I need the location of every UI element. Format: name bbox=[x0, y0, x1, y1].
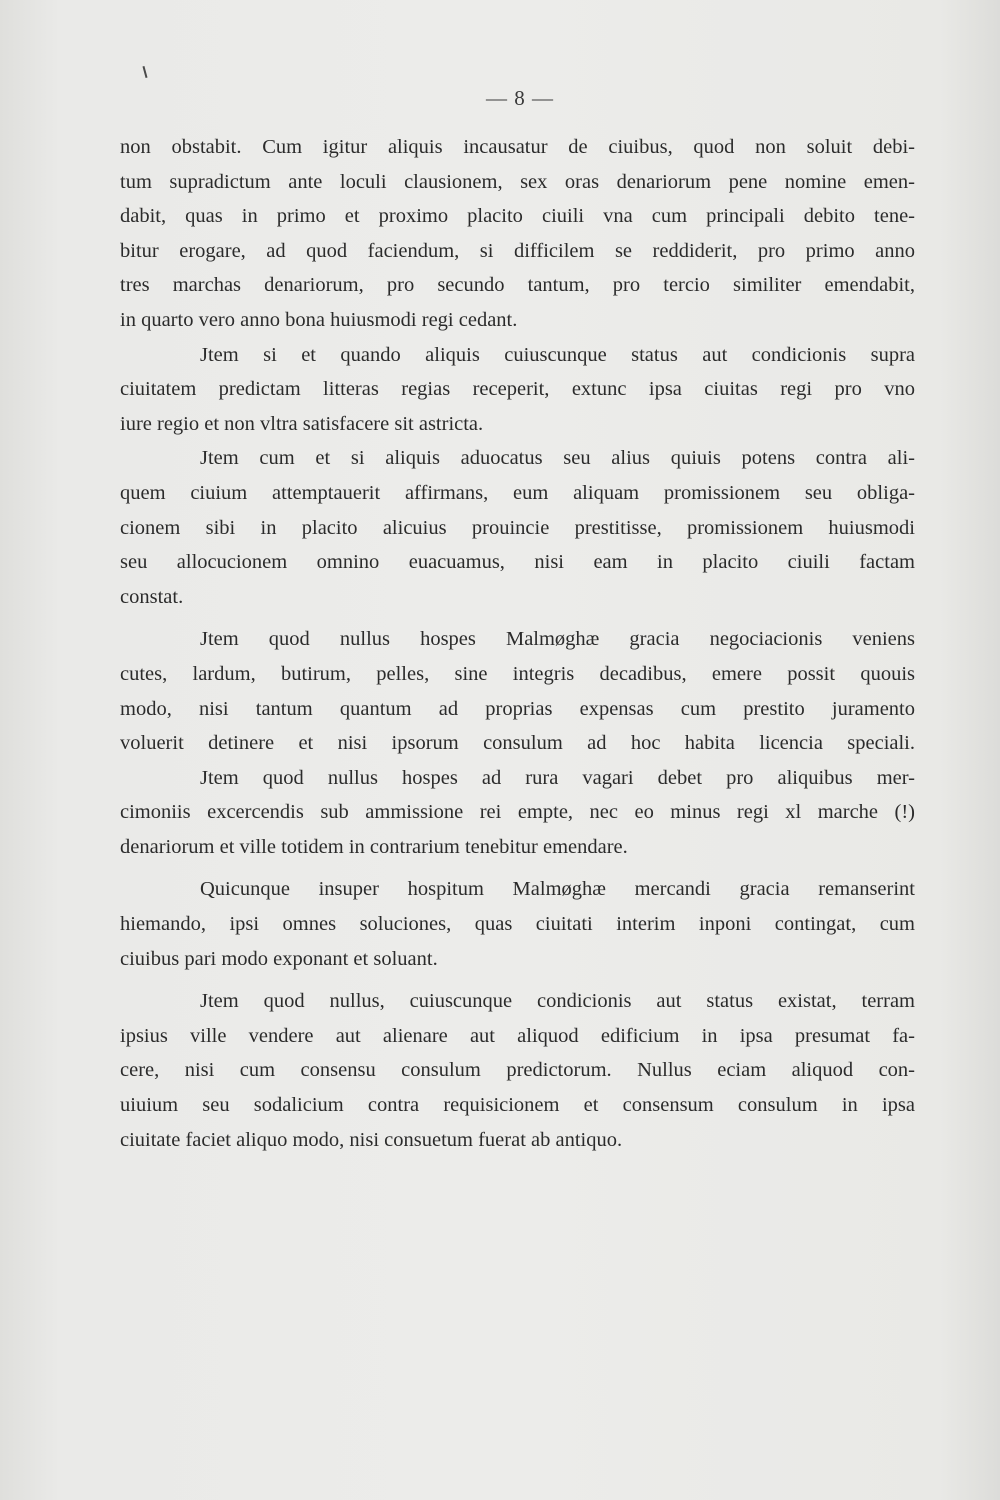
text-line: tres marchas denariorum, pro secundo tantum, pro tercio similiter emendabit, bbox=[120, 274, 915, 297]
paragraph bbox=[120, 338, 915, 442]
text-line: denariorum et ville totidem in contrarium tenebitur emendare. bbox=[120, 835, 628, 858]
text-line: bitur erogare, ad quod faciendum, si difficilem se reddiderit, pro primo anno bbox=[120, 239, 915, 262]
text-line: non obstabit. Cum igitur aliquis incausatur de ciuibus, quod non soluit debi- bbox=[120, 136, 915, 158]
paragraph bbox=[120, 872, 915, 976]
text-line: cere, nisi cum consensu consulum predictorum. Nullus eciam aliquod con- bbox=[120, 1059, 915, 1082]
text-line: hiemando, ipsi omnes soluciones, quas ciuitati interim inponi contingat, cum bbox=[120, 913, 915, 936]
text-line: cimoniis excercendis sub ammissione rei empte, nec eo minus regi xl marche (!) bbox=[120, 801, 915, 824]
text-line: Jtem si et quando aliquis cuiuscunque status aut condicionis supra bbox=[200, 343, 915, 366]
stray-mark bbox=[142, 66, 147, 78]
text-line: Jtem cum et si aliquis aduocatus seu alius quiuis potens contra ali- bbox=[200, 447, 915, 470]
paragraph bbox=[120, 441, 915, 614]
paragraph bbox=[120, 984, 915, 1157]
page-number: — 8 — bbox=[486, 86, 554, 110]
text-line: dabit, quas in primo et proximo placito ciuili vna cum principali debito tene- bbox=[120, 205, 915, 228]
text-line: Jtem quod nullus hospes ad rura vagari debet pro aliquibus mer- bbox=[200, 766, 915, 789]
body-text bbox=[120, 130, 915, 1157]
text-line: iure regio et non vltra satisfacere sit astricta. bbox=[120, 412, 484, 435]
text-line: voluerit detinere et nisi ipsorum consulum ad hoc habita licencia speciali. bbox=[120, 732, 915, 755]
text-line: in quarto vero anno bona huiusmodi regi cedant. bbox=[120, 308, 518, 331]
text-line: ipsius ville vendere aut alienare aut aliquod edificium in ipsa presumat fa- bbox=[120, 1024, 915, 1047]
text-line: modo, nisi tantum quantum ad proprias expensas cum prestito juramento bbox=[120, 697, 915, 720]
paragraph-gap bbox=[120, 614, 915, 622]
text-line: ciuitatem predictam litteras regias receperit, extunc ipsa ciuitas regi pro vno bbox=[120, 378, 915, 401]
text-line: constat. bbox=[120, 585, 184, 608]
text-line: seu allocucionem omnino euacuamus, nisi eam in placito ciuili factam bbox=[120, 551, 915, 574]
text-line: cionem sibi in placito alicuius prouincie prestitisse, promissionem huiusmodi bbox=[120, 516, 915, 539]
paragraph-gap bbox=[120, 976, 915, 984]
paragraph bbox=[120, 622, 915, 760]
text-line: ciuibus pari modo exponant et soluant. bbox=[120, 947, 438, 970]
text-line: uiuium seu sodalicium contra requisicionem et consensum consulum in ipsa bbox=[120, 1094, 915, 1117]
text-line: ciuitate faciet aliquo modo, nisi consuetum fuerat ab antiquo. bbox=[120, 1128, 623, 1151]
text-line: cutes, lardum, butirum, pelles, sine integris decadibus, emere possit quouis bbox=[120, 662, 915, 685]
paragraph bbox=[120, 761, 915, 865]
text-line: quem ciuium attemptauerit affirmans, eum aliquam promissionem seu obliga- bbox=[120, 481, 915, 504]
text-line: Quicunque insuper hospitum Malmøghæ mercandi gracia remanserint bbox=[200, 878, 915, 901]
paragraph-gap bbox=[120, 864, 915, 872]
text-line: Jtem quod nullus, cuiuscunque condicionis aut status existat, terram bbox=[200, 990, 915, 1013]
text-line: Jtem quod nullus hospes Malmøghæ gracia negociacionis veniens bbox=[200, 628, 915, 651]
text-line: tum supradictum ante loculi clausionem, sex oras denariorum pene nomine emen- bbox=[120, 170, 915, 193]
paragraph bbox=[120, 130, 915, 338]
